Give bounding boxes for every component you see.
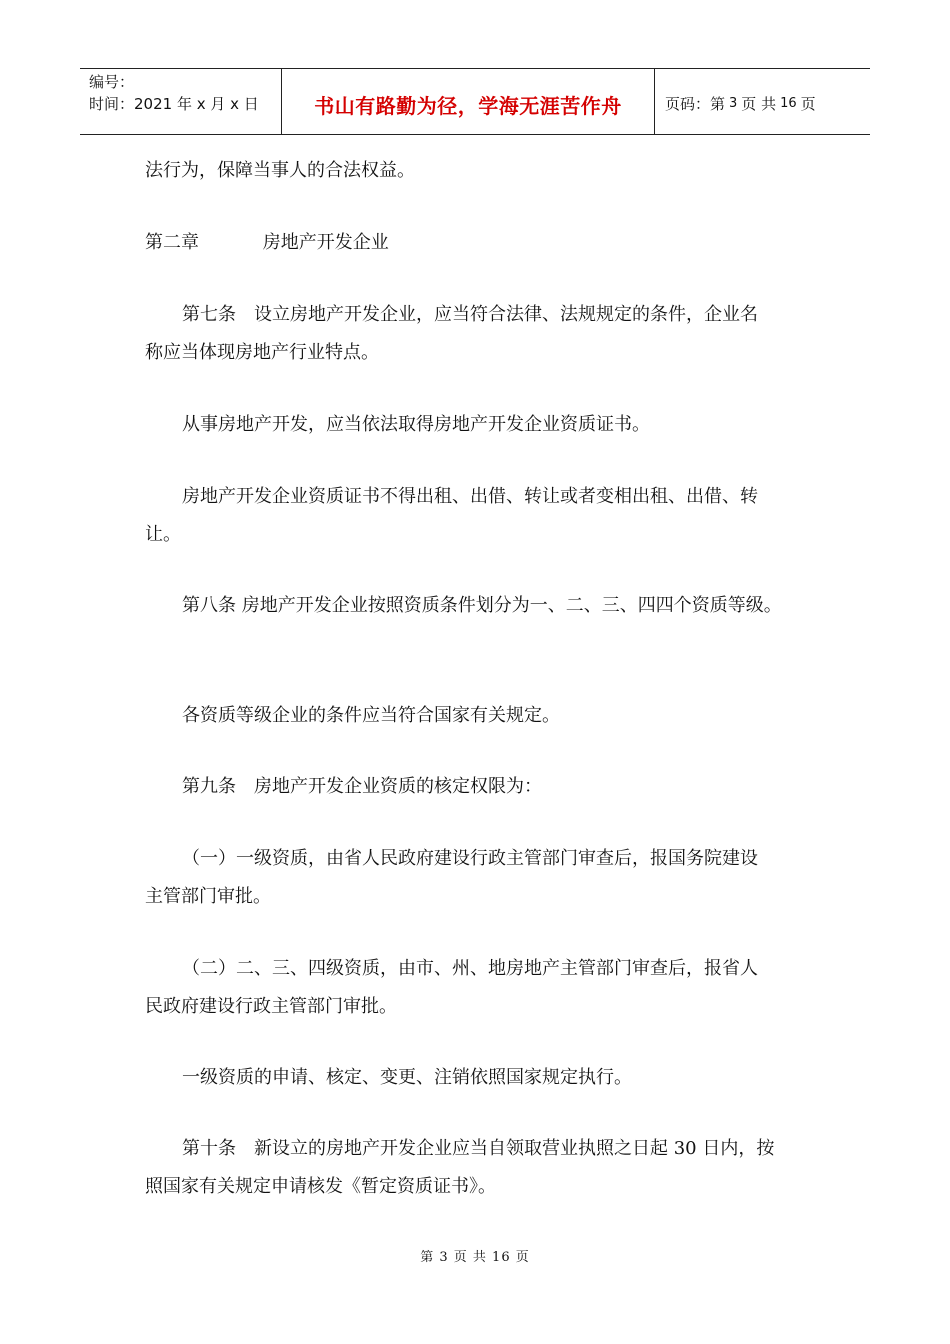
article-10-line-1: 第十条 新设立的房地产开发企业应当自领取营业执照之日起 30 日内，按 xyxy=(182,1138,775,1159)
list-item-line-2: 民政府建设行政主管部门审批。 xyxy=(145,996,397,1017)
paragraph: 各资质等级企业的条件应当符合国家有关规定。 xyxy=(182,705,560,726)
paragraph xyxy=(145,478,825,554)
page-prefix: 页码：第 xyxy=(665,95,726,113)
paragraph: 从事房地产开发，应当依法取得房地产开发企业资质证书。 xyxy=(182,414,650,435)
paragraph: 一级资质的申请、核定、变更、注销依照国家规定执行。 xyxy=(182,1067,632,1088)
article-10 xyxy=(145,1130,825,1206)
list-item xyxy=(145,840,825,916)
list-item-line-2: 主管部门审批。 xyxy=(145,886,271,907)
page-total: 16 xyxy=(780,96,797,111)
paragraph-line-2: 让。 xyxy=(145,524,181,545)
paragraph: 法行为，保障当事人的合法权益。 xyxy=(145,160,415,181)
paragraph-line-1: 房地产开发企业资质证书不得出租、出借、转让或者变相出租、出借、转 xyxy=(182,486,758,507)
article-7 xyxy=(145,296,825,372)
header-motto-cell xyxy=(282,69,655,134)
article-7-line-2: 称应当体现房地产行业特点。 xyxy=(145,342,379,363)
page-suffix: 页 xyxy=(800,95,816,113)
header-page-info xyxy=(655,69,870,134)
page-current: 3 xyxy=(729,96,738,111)
page-footer: 第 3 页 共 16 页 xyxy=(420,1250,530,1265)
page-mid: 页 共 xyxy=(741,95,777,113)
list-item-line-1: （二）二、三、四级资质，由市、州、地房地产主管部门审查后，报省人 xyxy=(182,958,758,979)
motto: 书山有路勤为径，学海无涯苦作舟 xyxy=(314,94,622,118)
chapter-title: 房地产开发企业 xyxy=(262,232,389,253)
article-7-line-1: 第七条 设立房地产开发企业，应当符合法律、法规规定的条件，企业名 xyxy=(182,304,758,325)
list-item-line-1: （一）一级资质，由省人民政府建设行政主管部门审查后，报国务院建设 xyxy=(182,848,758,869)
article-10-line-2: 照国家有关规定申请核发《暂定资质证书》。 xyxy=(145,1176,496,1197)
time-line: 时间：2021 年 x 月 x 日 xyxy=(89,95,259,113)
article-9: 第九条 房地产开发企业资质的核定权限为： xyxy=(182,776,542,797)
serial-label: 编号： xyxy=(89,73,135,91)
header-meta xyxy=(80,69,282,134)
list-item xyxy=(145,950,825,1026)
chapter-number: 第二章 xyxy=(145,232,199,253)
chapter-heading xyxy=(145,224,825,262)
page-header xyxy=(80,68,870,135)
article-8: 第八条 房地产开发企业按照资质条件划分为一、二、三、四四个资质等级。 xyxy=(182,595,782,616)
